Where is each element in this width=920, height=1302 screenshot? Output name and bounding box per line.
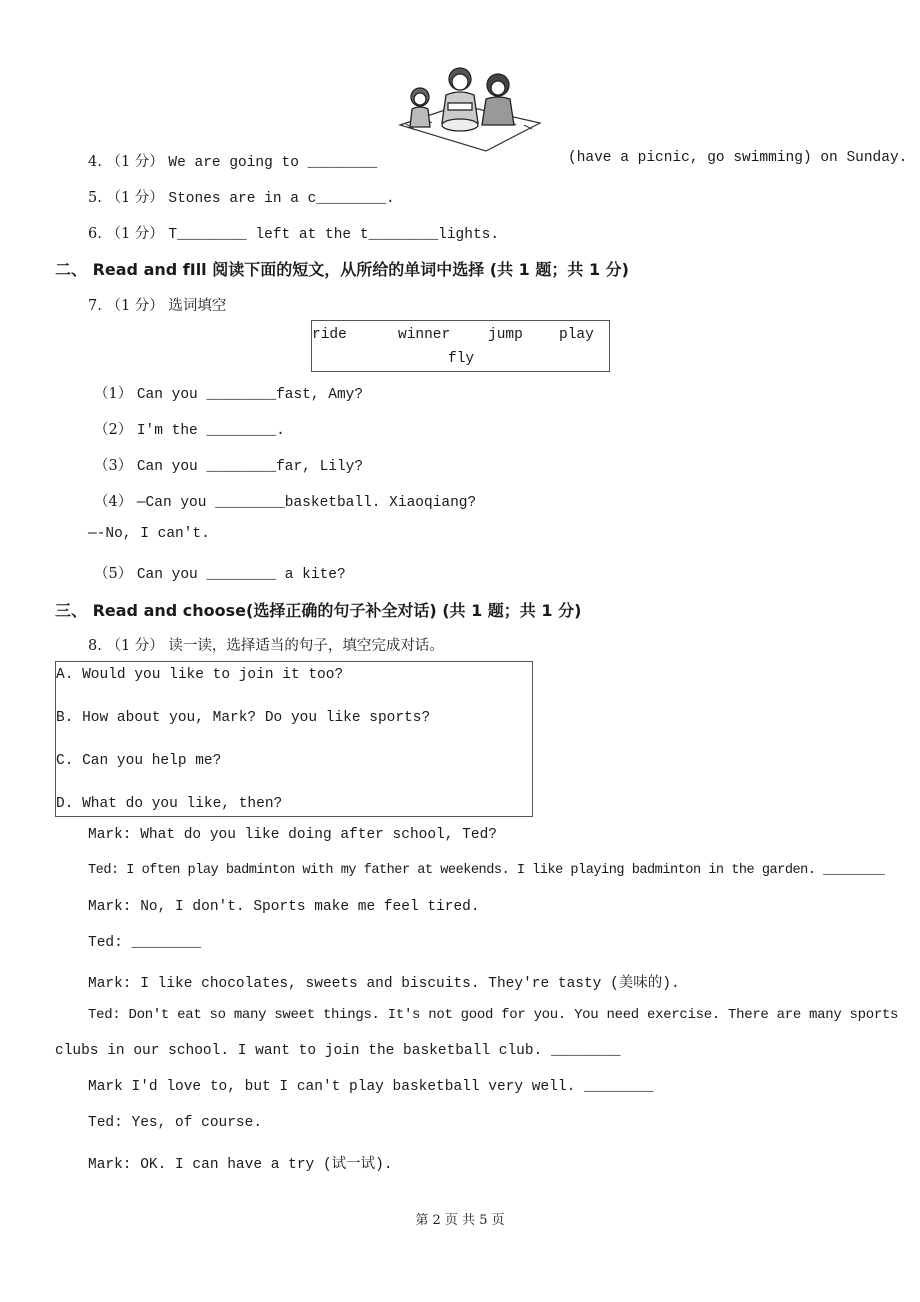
question-number: 8. bbox=[88, 638, 102, 654]
answer-option-c: C. Can you help me? bbox=[56, 753, 222, 769]
sub-item-reply: —-No, I can't. bbox=[88, 526, 210, 542]
sub-item-4 bbox=[94, 490, 476, 511]
dialogue-line: Mark I'd love to, but I can't play basketball very well. ________ bbox=[88, 1079, 654, 1095]
word-bank-item: fly bbox=[448, 351, 475, 367]
sub-item-text: —Can you ________basketball. Xiaoqiang? bbox=[136, 495, 477, 511]
sub-item-label: （5） bbox=[94, 566, 133, 582]
page-footer: 第 2 页 共 5 页 bbox=[415, 1213, 505, 1228]
question-score: （1 分） bbox=[106, 226, 164, 242]
answer-option-d: D. What do you like, then? bbox=[56, 796, 283, 812]
question-text: T________ left at the t________lights. bbox=[168, 227, 500, 243]
question-6 bbox=[88, 222, 499, 243]
word-bank-item: play bbox=[559, 327, 594, 343]
question-score: （1 分） bbox=[106, 190, 164, 206]
dialogue-line: Mark: I like chocolates, sweets and biscuits. They're tasty (美味的). bbox=[88, 976, 680, 992]
sub-item-2 bbox=[94, 418, 285, 439]
sub-item-label: （1） bbox=[94, 386, 133, 402]
question-8 bbox=[88, 634, 444, 655]
question-7 bbox=[88, 294, 226, 315]
question-number: 7. bbox=[88, 298, 102, 314]
question-text: Stones are in a c________. bbox=[168, 191, 395, 207]
dialogue-line: Mark: No, I don't. Sports make me feel tired. bbox=[88, 899, 480, 915]
section-3-heading: 三、 Read and choose(选择正确的句子补全对话) (共 1 题；共 1 分) bbox=[55, 601, 582, 620]
sub-item-text: Can you ________fast, Amy? bbox=[136, 387, 364, 403]
question-number: 5. bbox=[88, 190, 102, 206]
question-score: （1 分） bbox=[106, 298, 164, 314]
sub-item-label: （3） bbox=[94, 458, 133, 474]
section-2-heading: 二、 Read and fIll 阅读下面的短文，从所给的单词中选择 (共 1 题；共 1 分) bbox=[55, 260, 629, 279]
sub-item-5 bbox=[94, 562, 346, 583]
question-number: 4. bbox=[88, 154, 102, 170]
answer-option-b: B. How about you, Mark? Do you like sports? bbox=[56, 710, 431, 726]
dialogue-line: Mark: What do you like doing after school, Ted? bbox=[88, 827, 497, 843]
word-bank-item: ride bbox=[312, 327, 347, 343]
dialogue-line: Mark: OK. I can have a try (试一试). bbox=[88, 1157, 393, 1173]
word-bank-item: jump bbox=[488, 327, 523, 343]
sub-item-label: （4） bbox=[94, 494, 133, 510]
sub-item-1 bbox=[94, 382, 363, 403]
question-instruction: 读一读，选择适当的句子，填空完成对话。 bbox=[168, 638, 444, 654]
question-number: 6. bbox=[88, 226, 102, 242]
sub-item-text: Can you ________ a kite? bbox=[136, 567, 346, 583]
sub-item-text: I'm the ________. bbox=[136, 423, 285, 439]
answer-options-box bbox=[55, 661, 533, 817]
question-score: （1 分） bbox=[106, 154, 164, 170]
family-picnic-illustration bbox=[390, 63, 546, 157]
word-bank-item: winner bbox=[398, 327, 451, 343]
question-score: （1 分） bbox=[106, 638, 164, 654]
dialogue-line: Ted: ________ bbox=[88, 935, 202, 951]
dialogue-line: Ted: I often play badminton with my father at weekends. I like playing badminton in the garden. ________ bbox=[88, 863, 885, 878]
sub-item-text: Can you ________far, Lily? bbox=[136, 459, 364, 475]
sub-item-label: （2） bbox=[94, 422, 133, 438]
question-4-options: (have a picnic, go swimming) on Sunday. bbox=[568, 150, 908, 166]
question-5 bbox=[88, 186, 395, 207]
dialogue-line: Ted: Yes, of course. bbox=[88, 1115, 263, 1131]
dialogue-line: clubs in our school. I want to join the basketball club. ________ bbox=[55, 1043, 621, 1059]
dialogue-line: Ted: Don't eat so many sweet things. It's not good for you. You need exercise. There are many sports bbox=[88, 1007, 899, 1023]
word-bank-box bbox=[311, 320, 610, 372]
answer-option-a: A. Would you like to join it too? bbox=[56, 667, 344, 683]
sub-item-3 bbox=[94, 454, 363, 475]
question-4 bbox=[88, 150, 377, 171]
question-text: We are going to ________ bbox=[168, 155, 378, 171]
question-instruction: 选词填空 bbox=[168, 298, 227, 314]
